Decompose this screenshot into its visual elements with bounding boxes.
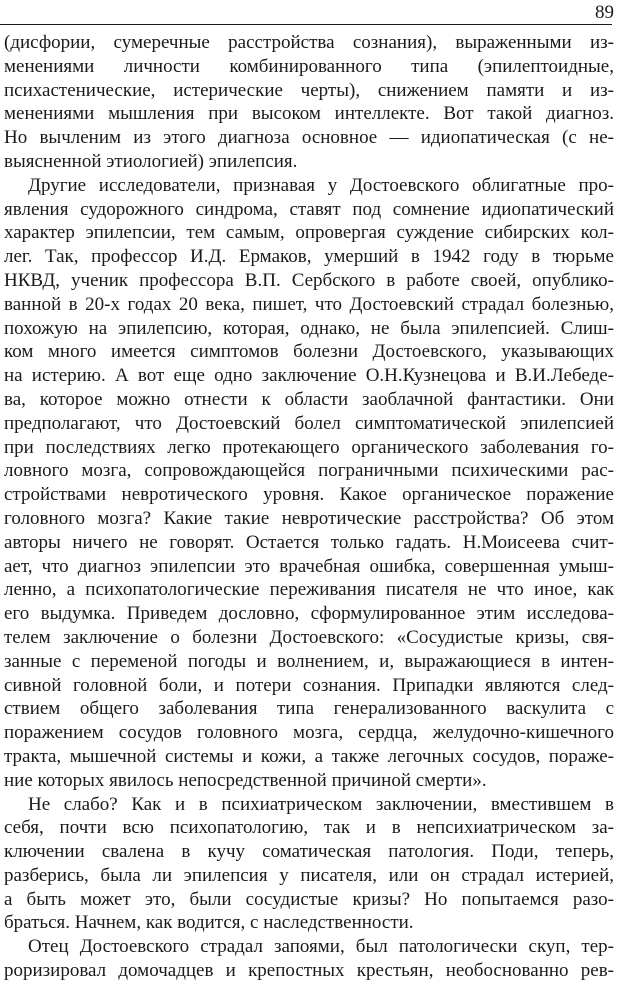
text-line: ствием общего заболевания типа генерализованного васкулита с (4, 698, 614, 720)
text-line: ком много имеется симптомов болезни Достоевского, указывающих (4, 341, 614, 363)
text-line: Но вычленим из этого диагноза основное — идиопатическая (с не- (4, 127, 614, 149)
paragraph (4, 174, 614, 793)
text-line: роризировал домочадцев и крепостных крестьян, необоснованно рев- (4, 960, 614, 982)
text-line: на истерию. А вот еще одно заключение О.Н.Кузнецова и В.И.Лебеде- (4, 365, 614, 387)
header-rule (0, 24, 612, 25)
text-line: предполагают, что Достоевский болел симптоматической эпилепсией (4, 412, 614, 434)
body-text (4, 31, 614, 983)
text-line: разберись, была ли эпилепсия у писателя, или он страдал истерией, (4, 864, 614, 886)
text-line: похожую на эпилепсию, которая, однако, не была эпилепсией. Слиш- (4, 317, 614, 339)
text-line: авторы ничего не говорят. Остается только гадать. Н.Моисеева счит- (4, 531, 614, 553)
text-line: ванной в 20-х годах 20 века, пишет, что Достоевский страдал болезнью, (4, 293, 614, 315)
text-line: браться. Начнем, как водится, с наследственности. (4, 912, 414, 934)
text-line: ает, что диагноз эпилепсии это врачебная ошибка, совершенная умыш- (4, 555, 614, 577)
text-line: Не слабо? Как и в психиатрическом заключении, вместившем в (28, 793, 614, 815)
text-line: Отец Достоевского страдал запоями, был патологически скуп, тер- (28, 936, 614, 958)
text-line: телем заключение о болезни Достоевского: «Сосудистые кризы, свя- (4, 626, 614, 648)
text-line: головного мозга? Какие такие невротические расстройства? Об этом (4, 507, 614, 529)
text-line: лег. Так, профессор И.Д. Ермаков, умерший в 1942 году в тюрьме (4, 246, 614, 268)
text-line: ключении свалена в кучу соматическая патология. Поди, теперь, (4, 841, 614, 863)
paragraph (4, 793, 614, 936)
text-line: стройствами невротического уровня. Какое органическое поражение (4, 484, 614, 506)
paragraph (4, 31, 614, 174)
text-line: характер эпилепсии, тем самым, опровергая суждение сибирских кол- (4, 222, 614, 244)
text-line: Другие исследователи, признавая у Достоевского облигатные про- (28, 174, 614, 196)
text-line: явления судорожного синдрома, ставят под сомнение идиопатический (4, 198, 614, 220)
text-line: менениями мышления при высоком интеллекте. Вот такой диагноз. (4, 103, 614, 125)
text-line: его выдумка. Приведем дословно, сформулированное этим исследова- (4, 603, 614, 625)
text-line: ва, которое можно отнести к области заоблачной фантастики. Они (4, 388, 614, 410)
paragraph (4, 935, 614, 983)
text-line: поражением сосудов головного мозга, сердца, желудочно-кишечного (4, 722, 614, 744)
text-line: занные с переменой погоды и волнением, и, выражающиеся в интен- (4, 650, 614, 672)
text-line: ловного мозга, сопровождающейся пограничными психическими рас- (4, 460, 614, 482)
text-line: тракта, мышечной системы и кожи, а также легочных сосудов, пораже- (4, 745, 614, 767)
text-line: психастенические, истерические черты), снижением памяти и из- (4, 79, 614, 101)
text-line: выясненной этиологией) эпилепсия. (4, 150, 298, 172)
text-line: (дисфории, сумеречные расстройства сознания), выраженными из- (4, 32, 614, 53)
text-line: ленно, а психопатологические переживания писателя не что иное, как (4, 579, 614, 601)
text-line: а быть может это, были сосудистые кризы? Но попытаемся разо- (4, 888, 614, 910)
text-line: себя, почти всю психопатологию, так и в непсихиатрическом за- (4, 817, 614, 839)
text-line: ние которых явилось непосредственной причиной смерти». (4, 769, 487, 791)
text-line: менениями личности комбинированного типа (эпилептоидные, (4, 55, 614, 77)
text-line: при последствиях легко протекающего органического заболевания го- (4, 436, 614, 458)
text-line: НКВД, ученик профессора В.П. Сербского в работе своей, опублико- (4, 269, 614, 291)
page-number: 89 (595, 2, 614, 23)
text-line: сивной головной боли, и потери сознания. Припадки являются след- (4, 674, 614, 696)
